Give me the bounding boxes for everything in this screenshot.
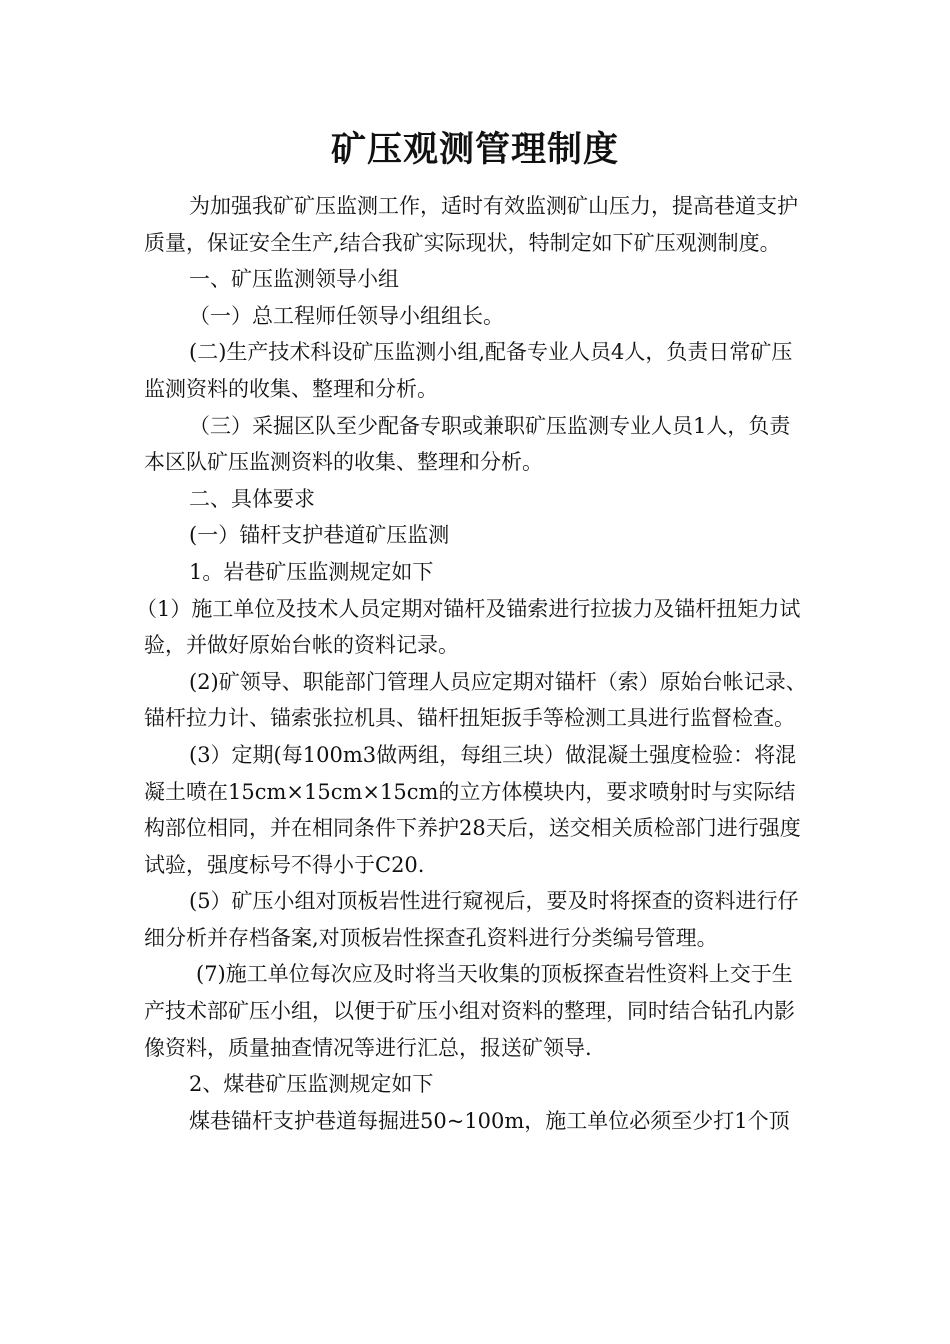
paragraph-item: 煤巷锚杆支护巷道每掘进50~100m，施工单位必须至少打1个顶 xyxy=(189,1108,790,1133)
paragraph-item: （一）总工程师任领导小组组长。 xyxy=(189,303,504,328)
section-heading-1: 一、矿压监测领导小组 xyxy=(189,267,399,292)
paragraph-item: （三）采掘区队至少配备专职或兼职矿压监测专业人员1人，负责本区队矿压监测资料的收集、整理和分析。 xyxy=(144,413,791,475)
document-body xyxy=(136,188,810,1139)
paragraph-item: (二)生产技术科设矿压监测小组,配备专业人员4人，负责日常矿压监测资料的收集、整理和分析。 xyxy=(144,340,793,401)
paragraph-item: (2)矿领导、职能部门管理人员应定期对锚杆（索）原始台帐记录、锚杆拉力计、锚索张拉机具、锚杆扭矩扳手等检测工具进行监督检查。 xyxy=(144,669,807,731)
document-title: 矿压观测管理制度 xyxy=(330,130,619,170)
subsection-heading: (一）锚杆支护巷道矿压监测 xyxy=(189,523,450,548)
paragraph-item: （1）施工单位及技术人员定期对锚杆及锚索进行拉拔力及锚杆扭矩力试验，并做好原始台帐的资料记录。 xyxy=(136,596,801,658)
paragraph-item: (5）矿压小组对顶板岩性进行窥视后，要及时将探查的资料进行仔细分析并存档备案,对顶板岩性探查孔资料进行分类编号管理。 xyxy=(144,889,799,950)
paragraph-item: (7)施工单位每次应及时将当天收集的顶板探查岩性资料上交于生产技术部矿压小组，以便于矿压小组对资料的整理，同时结合钻孔内影像资料，质量抽查情况等进行汇总，报送矿领导. xyxy=(144,962,795,1060)
paragraph-intro: 为加强我矿矿压监测工作，适时有效监测矿山压力，提高巷道支护质量，保证安全生产,结合我矿实际现状，特制定如下矿压观测制度。 xyxy=(144,194,798,255)
paragraph-item: (3）定期(每100m3做两组，每组三块）做混凝土强度检验：将混凝土喷在15cm×15cm×15cm的立方体模块内，要求喷射时与实际结构部位相同，并在相同条件下养护28天后，送交相关质检部门进行强度试验，强度标号不得小于C20. xyxy=(144,742,801,877)
section-heading-2: 二、具体要求 xyxy=(189,486,315,511)
subsection-heading: 1。岩巷矿压监测规定如下 xyxy=(189,559,434,584)
subsection-heading: 2、煤巷矿压监测规定如下 xyxy=(189,1072,434,1097)
